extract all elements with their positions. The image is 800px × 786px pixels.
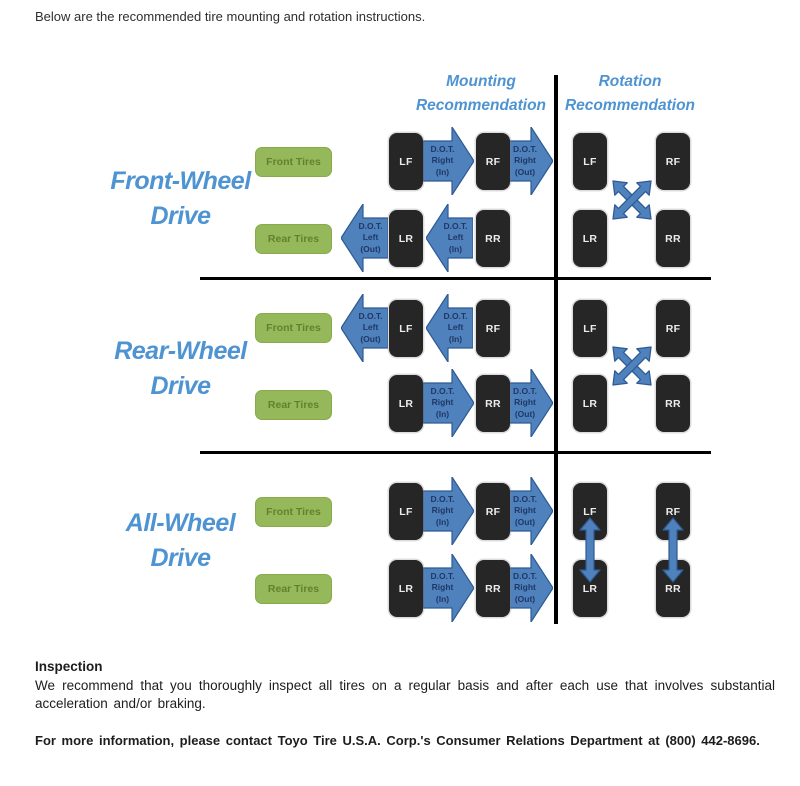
dot-arrow-text (423, 477, 474, 545)
rotation-tire-lr: LR (573, 210, 607, 267)
mounting-tire-rr: RR (476, 210, 510, 267)
front-to-back-rotation-arrow-icon (662, 517, 684, 583)
mounting-tire-lf: LF (389, 483, 423, 540)
cross-arrow-icon (601, 337, 663, 395)
dot-arrow-text-line: Right (514, 582, 536, 593)
dot-arrow-text (423, 369, 474, 437)
contact-info-text: For more information, please contact Toyo Tire U.S.A. Corp.'s Consumer Relations Department at (800) 442-8696. (35, 733, 760, 748)
drive-type-label-all-wheel-drive (98, 506, 263, 576)
rotation-tire-rr: RR (656, 210, 690, 267)
dot-arrow-right (423, 554, 474, 622)
front-tires-tag: Front Tires (255, 147, 332, 177)
rotation-tire-lf: LF (573, 133, 607, 190)
mounting-column-header (396, 70, 566, 118)
dot-arrow-text-line: (Out) (360, 333, 381, 344)
dot-arrow-text-line: D.O.T. (430, 494, 455, 505)
rear-tires-tag: Rear Tires (255, 574, 332, 604)
dot-arrow-text-line: D.O.T. (358, 221, 383, 232)
dot-arrow-text-line: Right (514, 397, 536, 408)
drive-type-label-line1: All-Wheel (125, 509, 236, 537)
dot-arrow-left (426, 294, 473, 362)
dot-arrow-right (423, 477, 474, 545)
dot-arrow-right (509, 369, 553, 437)
dot-arrow-left (426, 204, 473, 272)
rotation-tire-rf: RF (656, 133, 690, 190)
dot-arrow-text-line: D.O.T. (430, 386, 455, 397)
mounting-tire-lr: LR (389, 210, 423, 267)
rotation-header-line1: Rotation (598, 73, 662, 90)
dot-arrow-text-line: (Out) (514, 166, 536, 177)
rotation-tire-rr: RR (656, 560, 690, 617)
dot-arrow-text-line: Right (431, 505, 454, 516)
dot-arrow-text (423, 554, 474, 622)
dot-arrow-text-line: D.O.T. (512, 144, 538, 155)
dot-arrow-text-line: (In) (448, 243, 463, 254)
mounting-header-line1: Mounting (446, 73, 516, 90)
mounting-tire-lf: LF (389, 300, 423, 357)
row-divider-line-2 (200, 451, 711, 454)
dot-arrow-text (341, 204, 388, 272)
dot-arrow-text (341, 294, 388, 362)
dot-arrow-text-line: D.O.T. (430, 571, 455, 582)
front-tires-tag: Front Tires (255, 497, 332, 527)
dot-arrow-text (509, 127, 553, 195)
drive-type-label-line2: Drive (150, 372, 211, 400)
inspection-body-text: We recommend that you thoroughly inspect all tires on a regular basis and after each use that involves substantial acceleration and/or braking. (35, 678, 775, 711)
rotation-header-line2: Recommendation (564, 97, 696, 114)
dot-arrow-text-line: D.O.T. (430, 144, 455, 155)
rotation-tire-rf: RF (656, 483, 690, 540)
dot-arrow-text (426, 204, 473, 272)
dot-arrow-text-line: (In) (435, 593, 450, 604)
intro-text: Below are the recommended tire mounting and rotation instructions. (35, 9, 426, 24)
drive-type-label-rear-wheel-drive (98, 334, 263, 404)
front-tires-tag: Front Tires (255, 313, 332, 343)
dot-arrow-right (423, 369, 474, 437)
dot-arrow-text-line: Left (362, 322, 379, 333)
rotation-tire-lr: LR (573, 375, 607, 432)
rear-tires-tag: Rear Tires (255, 224, 332, 254)
front-to-back-rotation-arrow-icon (579, 517, 601, 583)
mounting-tire-lr: LR (389, 375, 423, 432)
double-headed-vertical-arrow-icon (662, 517, 684, 583)
dot-arrow-text-line: Left (447, 322, 464, 333)
dot-arrow-text-line: (In) (448, 333, 463, 344)
dot-arrow-text (509, 554, 553, 622)
dot-arrow-text-line: Right (514, 155, 536, 166)
row-divider-line-1 (200, 277, 711, 280)
mounting-tire-rf: RF (476, 483, 510, 540)
drive-type-label-line1: Front-Wheel (110, 167, 251, 195)
dot-arrow-text (509, 477, 553, 545)
dot-arrow-right (509, 477, 553, 545)
dot-arrow-text (423, 127, 474, 195)
dot-arrow-text-line: Right (514, 505, 536, 516)
column-divider-line (554, 75, 558, 624)
inspection-heading: Inspection (35, 659, 103, 674)
mounting-header-line2: Recommendation (415, 97, 547, 114)
rotation-tire-lf: LF (573, 483, 607, 540)
dot-arrow-right (509, 554, 553, 622)
dot-arrow-text-line: Right (431, 155, 454, 166)
dot-arrow-text-line: D.O.T. (443, 221, 468, 232)
mounting-tire-rr: RR (476, 560, 510, 617)
dot-arrow-text-line: (Out) (514, 408, 536, 419)
double-headed-vertical-arrow-icon (579, 517, 601, 583)
dot-arrow-text-line: (Out) (514, 516, 536, 527)
dot-arrow-right (509, 127, 553, 195)
dot-arrow-text-line: (Out) (360, 243, 381, 254)
cross-rotation-arrows-icon (601, 171, 663, 229)
dot-arrow-text-line: D.O.T. (358, 311, 383, 322)
mounting-tire-rf: RF (476, 133, 510, 190)
dot-arrow-text-line: D.O.T. (512, 386, 538, 397)
dot-arrow-left (341, 294, 388, 362)
rear-tires-tag: Rear Tires (255, 390, 332, 420)
mounting-tire-rf: RF (476, 300, 510, 357)
dot-arrow-left (341, 204, 388, 272)
drive-type-label-line2: Drive (150, 202, 211, 230)
cross-arrow-icon (601, 171, 663, 229)
drive-type-label-line1: Rear-Wheel (114, 337, 247, 365)
rotation-tire-lr: LR (573, 560, 607, 617)
cross-rotation-arrows-icon (601, 337, 663, 395)
mounting-tire-rr: RR (476, 375, 510, 432)
rotation-tire-rr: RR (656, 375, 690, 432)
dot-arrow-text-line: (In) (435, 408, 450, 419)
dot-arrow-text-line: (Out) (514, 593, 536, 604)
mounting-tire-lf: LF (389, 133, 423, 190)
dot-arrow-text-line: D.O.T. (512, 571, 538, 582)
dot-arrow-text-line: (In) (435, 516, 450, 527)
dot-arrow-text (509, 369, 553, 437)
drive-type-label-front-wheel-drive (98, 164, 263, 234)
mounting-tire-lr: LR (389, 560, 423, 617)
dot-arrow-right (423, 127, 474, 195)
dot-arrow-text-line: Right (431, 582, 454, 593)
drive-type-label-line2: Drive (150, 544, 211, 572)
rotation-tire-lf: LF (573, 300, 607, 357)
dot-arrow-text (426, 294, 473, 362)
rotation-column-header (545, 70, 715, 118)
dot-arrow-text-line: D.O.T. (443, 311, 468, 322)
dot-arrow-text-line: (In) (435, 166, 450, 177)
dot-arrow-text-line: Left (362, 232, 379, 243)
dot-arrow-text-line: D.O.T. (512, 494, 538, 505)
dot-arrow-text-line: Right (431, 397, 454, 408)
rotation-tire-rf: RF (656, 300, 690, 357)
dot-arrow-text-line: Left (447, 232, 464, 243)
